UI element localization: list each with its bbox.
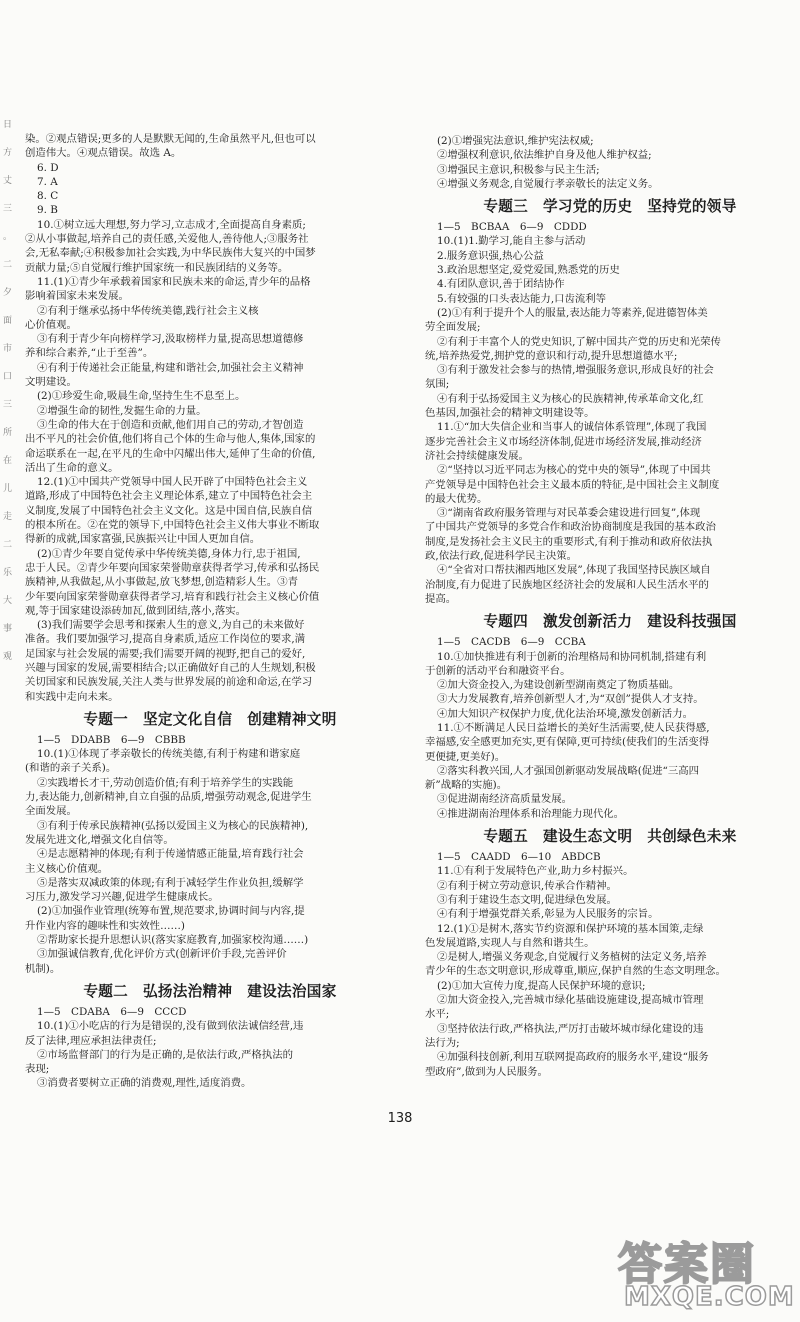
text-line: 2.服务意识强,热心公益 xyxy=(437,249,544,262)
text-line: 5.有较强的口头表达能力,口齿流利等 xyxy=(437,292,607,305)
text-line: ②落实科教兴国,人才强国创新驱动发展战略(促进“三高四 xyxy=(437,764,700,777)
answer-paragraph xyxy=(425,1050,795,1079)
text-line: ④增强义务观念,自觉履行孝亲敬长的法定义务。 xyxy=(437,177,659,190)
text-line: ④有利于传递社会正能量,构建和谐社会,加强社会主义精神 xyxy=(37,361,304,374)
text-line: 更便捷,更美好)。 xyxy=(425,750,506,763)
text-line: 力,表达能力,创新精神,自立自强的品质,增强劳动观念,促进学生 xyxy=(25,791,312,804)
binding-edge-glyph: 儿 xyxy=(3,484,13,494)
answer-paragraph xyxy=(25,1076,395,1090)
answer-paragraph xyxy=(25,847,395,876)
text-line: (2)①珍爱生命,吸晨生命,坚持生生不息至上。 xyxy=(37,390,246,403)
text-line: ②“坚持以习近平同志为核心的党中央的领导”,体现了中国共 xyxy=(437,464,711,477)
binding-edge-glyph: 观 xyxy=(3,652,13,662)
text-line: 出不平凡的社会价值,他们将自己个体的生命与他人,集体,国家的 xyxy=(25,433,316,446)
text-line: 道路,形成了中国特色社会主义理论体系,建立了中国特色社会主 xyxy=(25,490,313,503)
answer-paragraph xyxy=(425,922,795,951)
text-line: ④“全省对口帮扶湘西地区发展”,体现了我国坚持民族区域自 xyxy=(437,564,711,577)
left-column xyxy=(25,132,395,1091)
section-heading: 专题二 弘扬法治精神 建设法治国家 xyxy=(83,982,337,1000)
text-line: 了中国共产党领导的多党合作和政治协商制度是我国的基本政治 xyxy=(425,521,716,534)
text-line: 心价值观。 xyxy=(25,318,77,331)
text-line: 习压力,激发学习兴趣,促进学生健康成长。 xyxy=(25,891,219,904)
answer-paragraph xyxy=(425,163,795,177)
text-line: ⑤是落实双减政策的体现;有利于减轻学生作业负担,缓解学 xyxy=(37,876,304,889)
answer-line: 1—5 CAADD 6—10 ABDCB xyxy=(437,851,601,864)
answer-paragraph xyxy=(25,361,395,390)
text-line: 逐步完善社会主义市场经济体制,促进市场经济发展,推动经济 xyxy=(425,435,702,448)
text-line: ②有利于继承弘扬中华传统美德,践行社会主义核 xyxy=(37,304,259,317)
text-line: ②加大资金投入,为建设创新型湖南奠定了物质基础。 xyxy=(437,679,680,692)
text-line: 提高。 xyxy=(425,592,457,605)
answer-paragraph xyxy=(25,404,395,418)
answer-paragraph xyxy=(425,764,795,793)
text-line: 4.有团队意识,善于团结协作 xyxy=(437,278,565,291)
answer-paragraph xyxy=(425,363,795,392)
text-line: ③坚持依法行政,严格执法,严厉打击破坏城市绿化建设的违 xyxy=(437,1022,704,1035)
text-line: ②实践增长才干,劳动创造价值;有利于培养学生的实践能 xyxy=(37,776,294,789)
answer-paragraph xyxy=(25,475,395,546)
answer-paragraph xyxy=(425,893,795,907)
text-line: 12.(1)①中国共产党领导中国人民开辟了中国特色社会主义 xyxy=(37,476,308,489)
text-line: 水平; xyxy=(425,1008,450,1021)
answer-paragraph xyxy=(25,332,395,361)
text-line: 全面发展。 xyxy=(25,805,77,818)
answer-paragraph xyxy=(25,1019,395,1048)
text-line: 兴趣与国家的发展,需要相结合;以正确做好自己的人生规划,积极 xyxy=(25,661,316,674)
text-line: ②增强生命的韧性,发掘生命的力量。 xyxy=(37,404,207,417)
text-line: ③加强诚信教育,优化评价方式(创新评价手段,完善评价 xyxy=(37,948,287,961)
text-line: 11.①“加大失信企业和当事人的诚信体系管理”,体现了我国 xyxy=(437,421,707,434)
text-line: 型政府”,做到为人民服务。 xyxy=(425,1065,548,1078)
answer-paragraph xyxy=(25,933,395,947)
text-line: ③有利于青少年向榜样学习,汲取榜样力量,提高思想道德修 xyxy=(37,333,304,346)
text-line: 关切国家和民族发展,关注人类与世界发展的前途和命运,在学习 xyxy=(25,676,313,689)
answer-paragraph xyxy=(25,819,395,848)
text-line: 义制度,发展了中国特色社会主义文化。这是中国自信,民族自信 xyxy=(25,504,313,517)
answer-paragraph xyxy=(25,418,395,475)
text-line: 文明建设。 xyxy=(25,376,77,389)
answer-paragraph xyxy=(25,747,395,776)
text-line: ②有利于树立劳动意识,传承合作精神。 xyxy=(437,879,617,892)
answer-line: 8. C xyxy=(37,190,59,203)
text-line: ④推进湖南治理体系和治理能力现代化。 xyxy=(437,807,625,820)
text-line: ③增强民主意识,积极参与民主生活; xyxy=(437,163,600,176)
page-number: 138 xyxy=(387,1111,413,1126)
text-line: 11.(1)①青少年承载着国家和民族未来的命运,青少年的品格 xyxy=(37,275,311,288)
text-line: ④加大知识产权保护力度,优化法治环境,激发创新活力。 xyxy=(437,707,693,720)
answer-paragraph xyxy=(425,707,795,721)
answer-paragraph xyxy=(25,947,395,976)
text-line: (2)①加大宣传力度,提高人民保护环境的意识; xyxy=(437,979,646,992)
text-line: ②增强权利意识,依法维护自身及他人维护权益; xyxy=(437,149,652,162)
binding-edge-glyph: 走 xyxy=(3,512,13,522)
text-line: 足国家与社会发展的需要;我们需要开阔的视野,把自己的爱好, xyxy=(25,647,306,660)
answer-paragraph xyxy=(425,979,795,993)
text-line: 于创新的活动平台和融资平台。 xyxy=(425,664,571,677)
text-line: 色基因,加强社会的精神文明建设等。 xyxy=(425,407,595,420)
answer-line: 9. B xyxy=(37,204,58,217)
text-line: (2)①加强作业管理(统筹布置,规范要求,协调时间与内容,提 xyxy=(37,905,305,918)
text-line: ③有利于传承民族精神(弘扬以爱国主义为核心的民族精神), xyxy=(37,819,309,832)
text-line: 发展先进文化,增强文化自信等。 xyxy=(25,833,174,846)
binding-edge-glyph: 丈 xyxy=(3,176,13,186)
text-line: 贡献力量;⑤自觉履行维护国家统一和民族团结的义务等。 xyxy=(25,261,289,274)
answer-paragraph xyxy=(25,904,395,933)
answer-paragraph xyxy=(425,277,795,291)
text-line: 命运联系在一起,在平凡的生命中闪耀出伟大,延伸了生命的价值, xyxy=(25,447,316,460)
binding-edge-glyph: 。 xyxy=(3,232,13,242)
text-line: 机制)。 xyxy=(25,962,61,975)
answer-line: 1—5 BCBAA 6—9 CDDD xyxy=(437,221,587,234)
answer-paragraph xyxy=(425,807,795,821)
text-line: ③生命的伟大在于创造和贡献,他们用自己的劳动,才智创造 xyxy=(37,418,304,431)
text-line: ③消费者要树立正确的消费观,理性,适度消费。 xyxy=(37,1077,252,1090)
text-line: 法行为; xyxy=(425,1036,460,1049)
text-line: ③有利于建设生态文明,促进绿色发展。 xyxy=(437,893,617,906)
text-line: ④是志愿精神的体现;有利于传递情感正能量,培育践行社会 xyxy=(37,848,304,861)
answer-paragraph xyxy=(425,692,795,706)
answer-paragraph xyxy=(425,721,795,764)
answer-paragraph xyxy=(425,134,795,148)
text-line: (和谐的亲子关系)。 xyxy=(25,762,117,775)
text-line: 3.政治思想坚定,爱党爱国,熟悉党的历史 xyxy=(437,264,620,277)
text-line: 升作业内容的趣味性和实效性……) xyxy=(25,919,185,932)
binding-edge-glyph: 在 xyxy=(3,456,13,466)
text-line: 观,等于国家建设添砖加瓦,做到团结,落小,落实。 xyxy=(25,604,247,617)
binding-edge-glyph: 方 xyxy=(3,148,13,158)
text-line: 准备。我们要加强学习,提高自身素质,适应工作岗位的要求,满 xyxy=(25,633,306,646)
text-line: 养和综合素养,“止于至善”。 xyxy=(25,347,154,360)
text-line: 治制度,有力促进了民族地区经济社会的发展和人民生活水平的 xyxy=(425,578,709,591)
text-line: 色发展道路,实现人与自然和谐共生。 xyxy=(425,936,595,949)
text-line: 统,培养热爱党,拥护党的意识和行动,提升思想道德水平; xyxy=(425,349,678,362)
binding-edge-glyph: 二 xyxy=(3,540,13,550)
answer-line: 1—5 CDABA 6—9 CCCD xyxy=(37,1005,187,1018)
section-heading: 专题一 坚定文化自信 创建精神文明 xyxy=(83,710,337,728)
answer-paragraph xyxy=(425,650,795,679)
text-line: 表现; xyxy=(25,1063,50,1076)
answer-paragraph xyxy=(25,876,395,905)
text-line: 氛围; xyxy=(425,378,450,391)
text-line: 11.①不断满足人民日益增长的美好生活需要,使人民获得感, xyxy=(437,721,710,734)
answer-paragraph xyxy=(425,263,795,277)
text-line: ③“湖南省政府服务管理与对民革委会建设进行回复”,体现 xyxy=(437,507,701,520)
answer-paragraph xyxy=(425,249,795,263)
text-line: 和实践中走向未来。 xyxy=(25,690,119,703)
binding-edge-glyph: 三 xyxy=(3,204,13,214)
binding-edge-glyph: 二 xyxy=(3,260,13,270)
binding-edge-glyph: 面 xyxy=(3,316,13,326)
answer-line: 1—5 CACDB 6—9 CCBA xyxy=(437,636,586,649)
text-line: ②是树人,增强义务观念,自觉履行义务植树的法定义务,培养 xyxy=(437,951,707,964)
answer-paragraph xyxy=(425,1022,795,1051)
text-line: 少年要向国家荣誉勋章获得者学习,培育和践行社会主义核心价值 xyxy=(25,590,320,603)
answer-paragraph xyxy=(425,292,795,306)
answer-paragraph xyxy=(425,792,795,806)
answer-paragraph xyxy=(425,306,795,335)
text-line: ②帮助家长提升思想认识(落实家庭教育,加强家校沟通……) xyxy=(37,934,309,947)
answer-paragraph xyxy=(425,392,795,421)
text-line: 10.(1)①小吃店的行为是错误的,没有做到依法诚信经营,违 xyxy=(37,1020,304,1033)
text-line: (2)①青少年要自觉传承中华传统美德,身体力行,忠于祖国, xyxy=(37,547,301,560)
text-line: (2)①增强宪法意识,维护宪法权威; xyxy=(437,135,594,147)
binding-edge-glyph: 口 xyxy=(3,372,13,382)
text-line: 族精神,从我做起,从小事做起,放飞梦想,创造精彩人生。③青 xyxy=(25,576,298,589)
answer-paragraph xyxy=(425,678,795,692)
binding-edge-glyph: 乐 xyxy=(3,568,13,578)
binding-edge-glyph: 事 xyxy=(3,624,13,634)
text-line: ②加大资金投入,完善城市绿化基础设施建设,提高城市管理 xyxy=(437,994,704,1007)
text-line: 青少年的生态文明意识,形成尊重,顺应,保护自然的生态文明理念。 xyxy=(425,965,726,978)
binding-edge-text xyxy=(0,120,16,1040)
answer-paragraph xyxy=(25,776,395,819)
text-line: 染。②观点错误;更多的人是默默无闻的,生命虽然平凡,但也可以 xyxy=(25,133,316,145)
text-line: ④有利于增强党群关系,彰显为人民服务的宗旨。 xyxy=(437,908,659,921)
answer-paragraph xyxy=(425,950,795,979)
answer-paragraph xyxy=(425,463,795,506)
binding-edge-glyph: 大 xyxy=(3,596,13,606)
text-line: ②从小事做起,培养自己的责任感,关爱他人,善待他人;③服务社 xyxy=(25,233,309,246)
answer-paragraph xyxy=(425,148,795,162)
text-line: ④加强科技创新,利用互联网提高政府的服务水平,建设“服务 xyxy=(437,1051,709,1064)
text-line: ②市场监督部门的行为是正确的,是依法行政,严格执法的 xyxy=(37,1048,293,1061)
answer-line: 6. D xyxy=(37,161,59,174)
text-line: 反了法律,理应承担法律责任; xyxy=(25,1034,157,1047)
text-line: 11.①有利于发展特色产业,助力乡村振兴。 xyxy=(437,865,634,878)
text-line: 的最大优势。 xyxy=(425,492,488,505)
binding-edge-glyph: 市 xyxy=(3,344,13,354)
watermark-logo xyxy=(618,1228,795,1316)
answer-paragraph xyxy=(25,547,395,618)
binding-edge-glyph: 夕 xyxy=(3,288,13,298)
watermark-title: 答案圈 xyxy=(618,1239,756,1290)
answer-paragraph xyxy=(25,218,395,275)
text-line: 10.①树立远大理想,努力学习,立志成才,全面提高自身素质; xyxy=(37,218,306,231)
answer-paragraph xyxy=(25,618,395,704)
answer-paragraph xyxy=(25,389,395,403)
text-line: 劳全面发展; xyxy=(425,321,481,334)
text-line: 创造伟大。④观点错误。故选 A。 xyxy=(25,147,182,160)
text-line: ③促进湖南经济高质量发展。 xyxy=(437,793,573,806)
answer-paragraph xyxy=(425,993,795,1022)
text-line: 济社会持续健康发展。 xyxy=(425,449,529,462)
text-line: 得新的成就,国家富强,民族振兴让中国人更加自信。 xyxy=(25,533,261,546)
answer-paragraph xyxy=(425,563,795,606)
answer-paragraph xyxy=(425,335,795,364)
text-line: 忠于人民。②青少年要向国家荣誉勋章获得者学习,传承和弘扬民 xyxy=(25,561,320,574)
binding-edge-glyph: 所 xyxy=(3,428,13,438)
text-line: 12.(1)①是树木,落实节约资源和保护环境的基本国策,走绿 xyxy=(437,922,704,935)
text-line: 10.(1)1.勤学习,能自主参与活动 xyxy=(437,235,586,248)
text-line: 幸福感,安全感更加充实,更有保障,更可持续(使我们的生活变得 xyxy=(425,736,710,749)
answer-paragraph xyxy=(25,132,395,161)
answer-paragraph xyxy=(25,275,395,304)
text-line: 政,依法行政,促进科学民主决策。 xyxy=(425,550,578,563)
text-line: (3)我们需要学会思考和探索人生的意义,为自己的未来做好 xyxy=(37,619,305,632)
text-line: 的根本所在。②在党的领导下,中国特色社会主义伟大事业不断取 xyxy=(25,519,320,532)
text-line: 活出了生命的意义。 xyxy=(25,461,119,474)
right-column xyxy=(425,134,795,1079)
answer-paragraph xyxy=(425,864,795,878)
answer-paragraph xyxy=(425,420,795,463)
answer-paragraph xyxy=(25,304,395,333)
text-line: (2)①有利于提升个人的服量,表达能力等素养,促进德智体美 xyxy=(437,306,708,319)
answer-paragraph xyxy=(425,907,795,921)
watermark-url: MXQE.COM xyxy=(624,1282,795,1312)
section-heading: 专题五 建设生态文明 共创绿色未来 xyxy=(483,828,737,846)
section-heading: 专题四 激发创新活力 建设科技强国 xyxy=(483,613,737,631)
answer-paragraph xyxy=(425,177,795,191)
text-line: 制度,是发扬社会主义民主的重要形式,有利于推动和政府依法执 xyxy=(425,535,713,548)
binding-edge-glyph: 日 xyxy=(3,120,13,130)
text-line: 新”战略的实施)。 xyxy=(425,779,508,792)
text-line: 产党领导是中国特色社会主义最本质的特征,是中国社会主义制度 xyxy=(425,478,720,491)
text-line: 影响着国家未来发展。 xyxy=(25,290,129,303)
answer-paragraph xyxy=(25,1048,395,1077)
section-heading: 专题三 学习党的历史 坚持党的领导 xyxy=(483,198,737,216)
text-line: ②有利于丰富个人的党史知识,了解中国共产党的历史和光荣传 xyxy=(437,335,721,348)
text-line: 10.①加快推进有利于创新的治理格局和协同机制,搭建有利 xyxy=(437,650,707,663)
text-line: ③大力发展教育,培养创新型人才,为“双创”提供人才支持。 xyxy=(437,693,704,706)
answer-paragraph xyxy=(425,506,795,563)
answer-line: 7. A xyxy=(37,175,58,188)
text-line: ④有利于弘扬爱国主义为核心的民族精神,传承革命文化,红 xyxy=(437,392,704,405)
text-line: 10.(1)①体现了孝亲敬长的传统美德,有利于构建和谐家庭 xyxy=(37,748,301,761)
answer-line: 1—5 DDABB 6—9 CBBB xyxy=(37,733,186,746)
text-line: 主义核心价值观。 xyxy=(25,862,109,875)
text-line: 会,无私奉献;④积极参加社会实践,为中华民族伟大复兴的中国梦 xyxy=(25,247,316,260)
answer-paragraph xyxy=(425,234,795,248)
text-line: ③有利于激发社会参与的热情,增强服务意识,形成良好的社会 xyxy=(437,364,714,377)
answer-paragraph xyxy=(425,879,795,893)
binding-edge-glyph: 三 xyxy=(3,400,13,410)
